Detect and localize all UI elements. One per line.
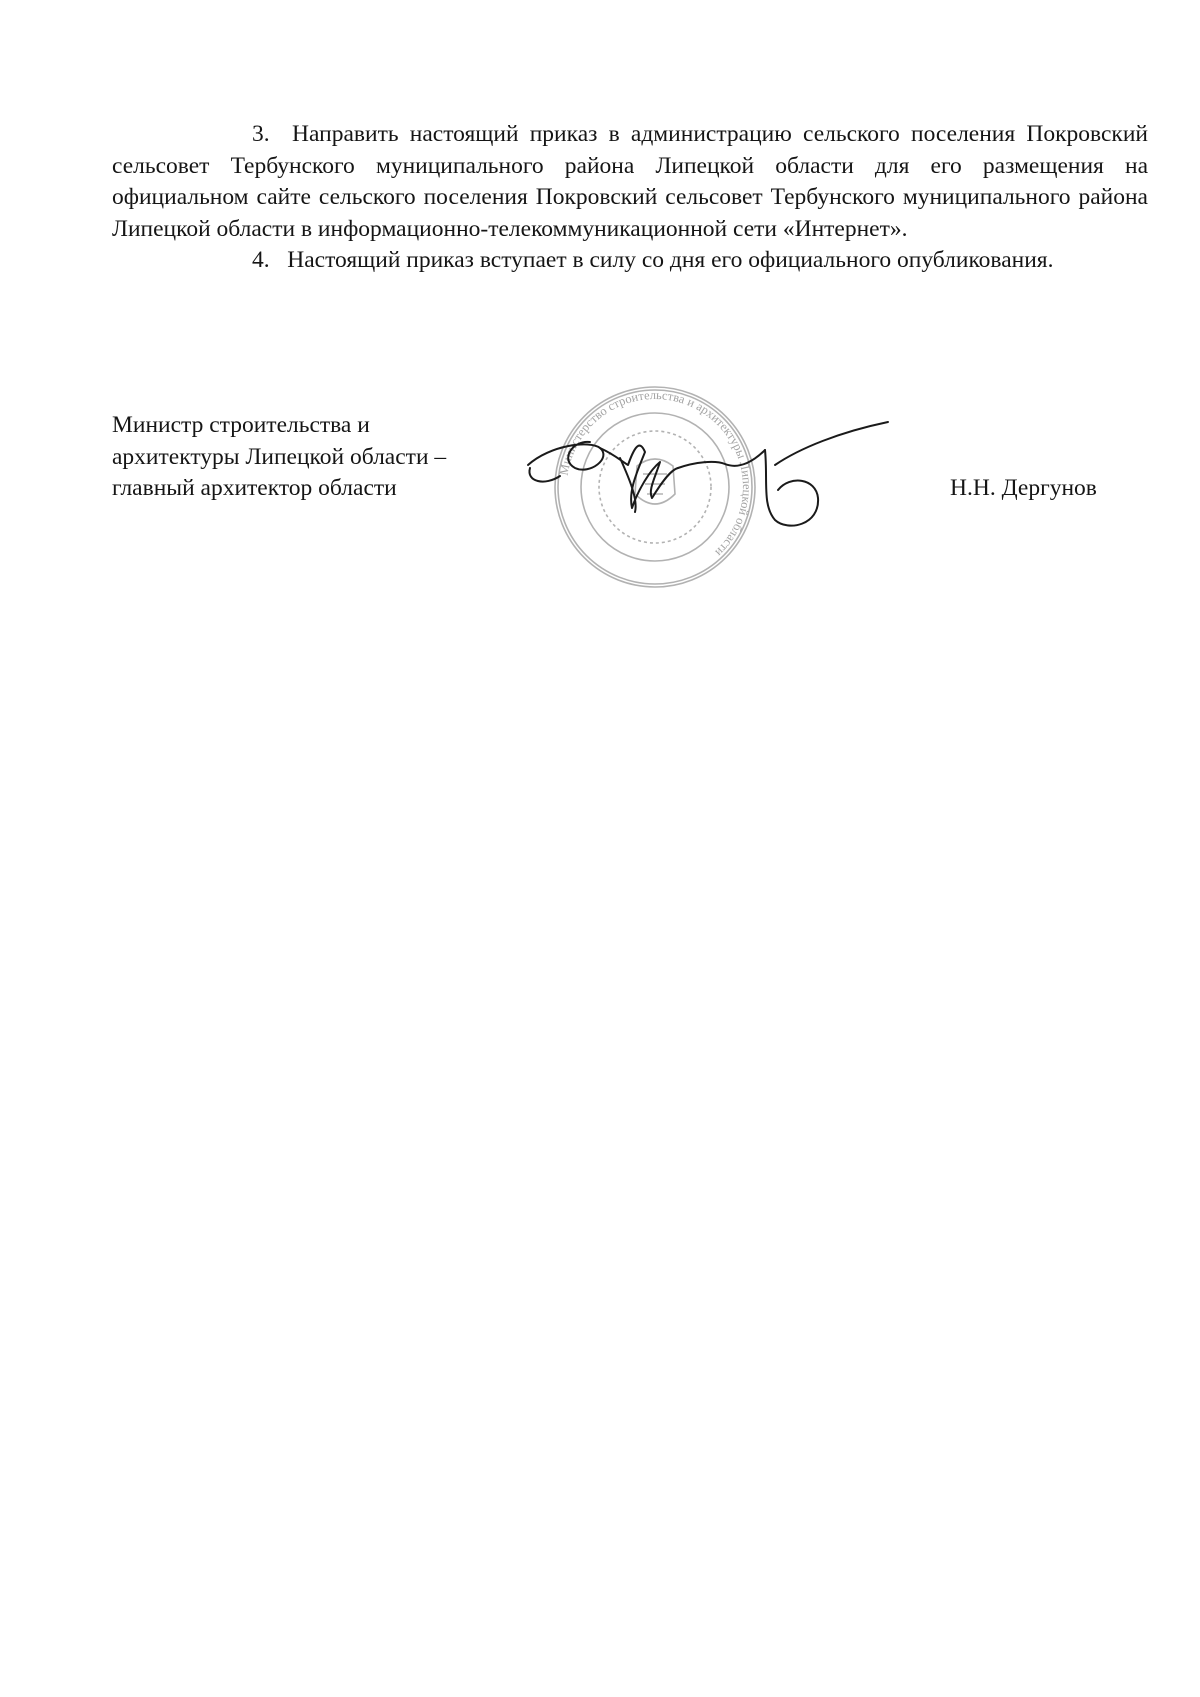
signatory-name: Н.Н. Дергунов bbox=[950, 475, 1097, 501]
paragraph-text: Настоящий приказ вступает в силу со дня его официального опубликования. bbox=[287, 247, 1054, 273]
paragraph-text: Направить настоящий приказ в администрацию сельского поселения Покровский сельсовет Тербунского муниципального района Липецкой области для его размещения на официальном сайте сельского поселения Покровский сельсовет Тербунского муниципального района Липецкой области в информационно-телекоммуникационной сети «Интернет». bbox=[112, 121, 1148, 242]
position-line: Министр строительства и bbox=[112, 412, 370, 438]
signature bbox=[520, 420, 900, 550]
stamp-outer-text: Министерство строительства и архитектуры Липецкой области bbox=[556, 387, 755, 560]
paragraph-4 bbox=[112, 245, 1148, 277]
position-line: главный архитектор области bbox=[112, 475, 397, 501]
order-body bbox=[112, 119, 1148, 277]
paragraph-3 bbox=[112, 119, 1148, 245]
signatory-position bbox=[112, 410, 552, 505]
paragraph-number: 4. bbox=[252, 247, 270, 273]
position-line: архитектуры Липецкой области – bbox=[112, 443, 447, 470]
paragraph-number: 3. bbox=[252, 121, 270, 147]
